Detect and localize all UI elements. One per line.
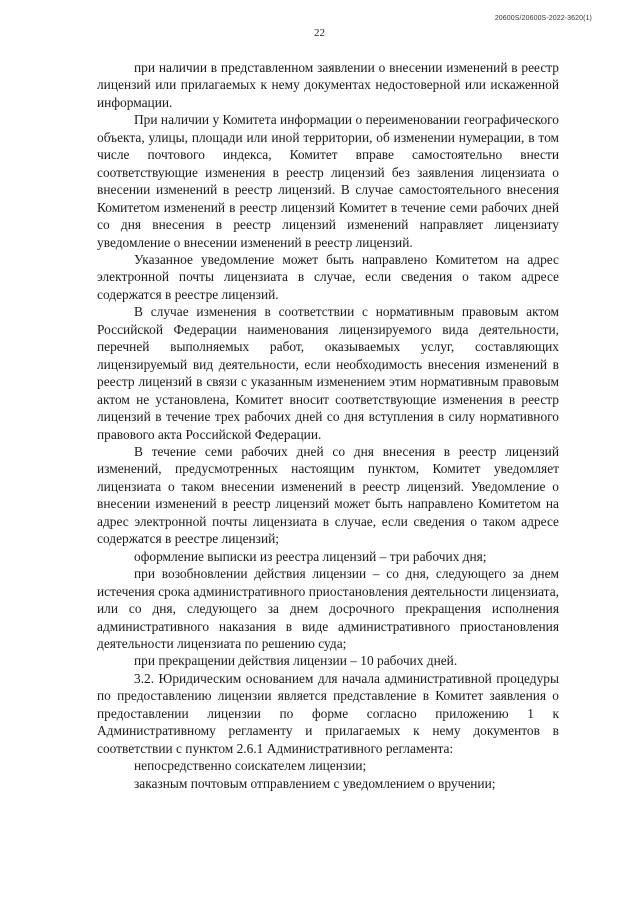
paragraph: при прекращении действия лицензии – 10 рабочих дней. <box>134 653 458 669</box>
paragraph: В течение семи рабочих дней со дня внесения в реестр лицензий изменений, предусмотренных настоящим пунктом, Комитет уведомляет лицензиата о таком внесении изменений в реестр лицензий. Уведомление о внесении изменений в реестр лицензий может быть направлено Комитетом на адрес электронной почты лицензиата в случае, если сведения о таком адресе содержатся в реестре лицензий; <box>97 443 559 547</box>
document-id: 20600S/20600S-2022-3620(1) <box>494 15 592 22</box>
paragraph: непосредственно соискателем лицензии; <box>134 758 367 774</box>
paragraph: 3.2. Юридическим основанием для начала административной процедуры по предоставлению лицензии является представление в Комитет заявления о предоставлении лицензии по форме согласно приложению 1 к Административному регламенту и прилагаемых к нему документов в соответствии с пунктом 2.6.1 Административного регламента: <box>97 670 559 756</box>
page-number: 22 <box>314 27 325 39</box>
paragraph: Указанное уведомление может быть направлено Комитетом на адрес электронной почты лицензиата в случае, если сведения о таком адресе содержатся в реестре лицензий. <box>97 251 559 302</box>
paragraph: при наличии в представленном заявлении о внесении изменений в реестр лицензий или прилагаемых к нему документах недостоверной или искаженной информации. <box>97 60 559 110</box>
paragraph: заказным почтовым отправлением с уведомлением о вручении; <box>134 775 496 791</box>
document-body <box>97 59 559 792</box>
paragraph: при возобновлении действия лицензии – со дня, следующего за днем истечения срока административного приостановления деятельности лицензиата, или со дня, следующего за днем досрочного прекращения исполнения административного наказания в виде административного приостановления деятельности лицензиата по решению суда; <box>97 566 559 651</box>
paragraph: оформление выписки из реестра лицензий – три рабочих дня; <box>134 548 487 564</box>
paragraph: В случае изменения в соответствии с нормативным правовым актом Российской Федерации наименования лицензируемого вида деятельности, перечней выполняемых работ, оказываемых услуг, составляющих лицензируемый вид деятельности, если необходимость внесения изменений в реестр лицензий в связи с указанным изменением этим нормативным правовым актом не установлена, Комитет вносит соответствующие изменения в реестр лицензий в течение трех рабочих дней со дня вступления в силу нормативного правового акта Российской Федерации. <box>97 304 559 442</box>
paragraph: При наличии у Комитета информации о переименовании географического объекта, улицы, площади или иной территории, об изменении нумерации, в том числе почтового индекса, Комитет вправе самостоятельно внести соответствующие изменения в реестр лицензий без заявления лицензиата о внесении изменений в реестр лицензий. В случае самостоятельного внесения Комитетом изменений в реестр лицензий Комитет в течение семи рабочих дней со дня внесения в реестр лицензий изменений направляет лицензиату уведомление о внесении изменений в реестр лицензий. <box>97 112 559 250</box>
